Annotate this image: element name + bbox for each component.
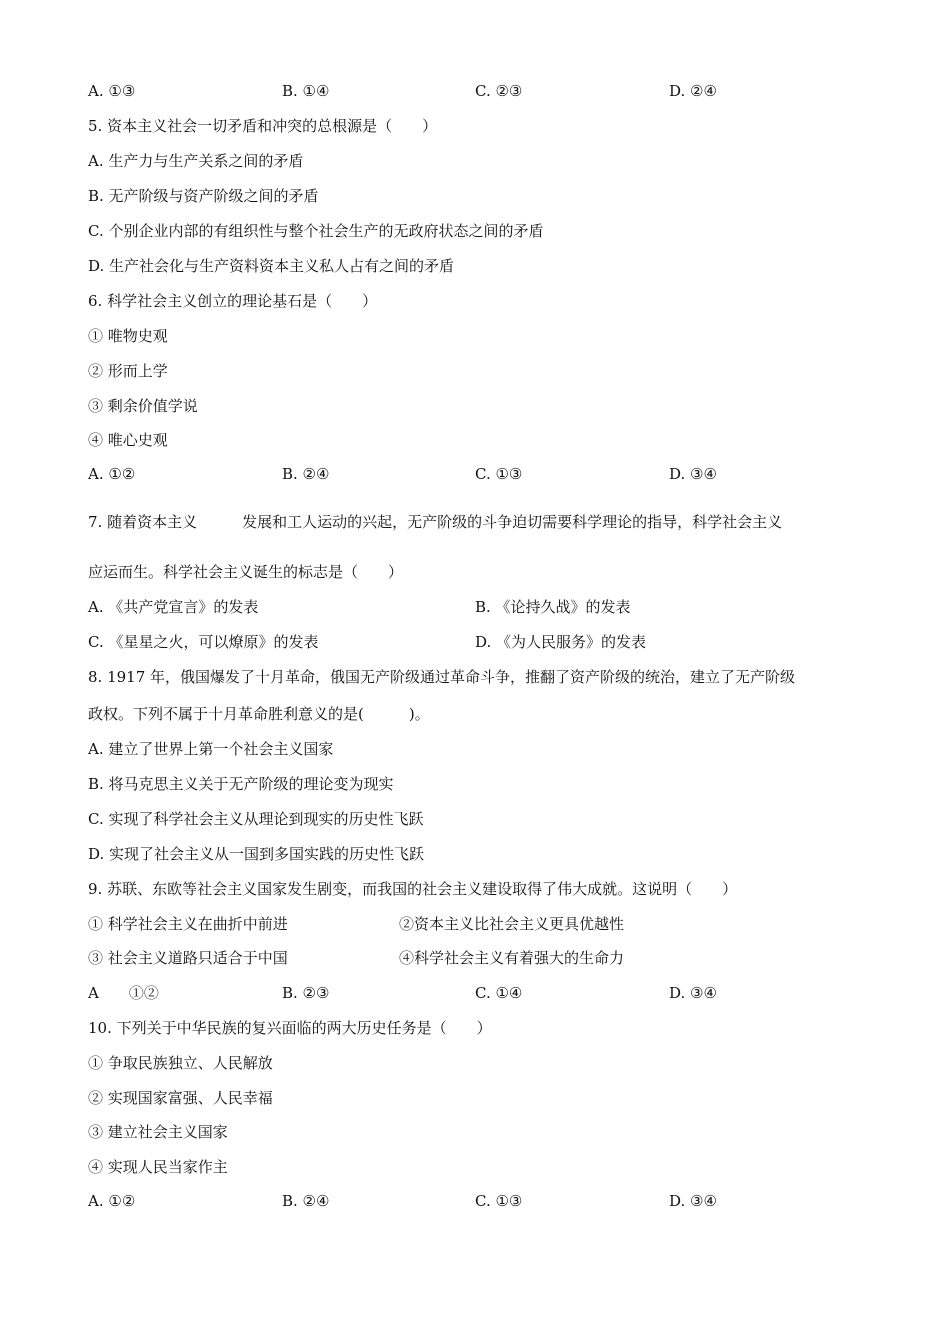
q9-items-row1 <box>88 914 868 934</box>
q10-option-d[interactable]: D. ③④ <box>669 1192 717 1210</box>
q10-stem: 10. 下列关于中华民族的复兴面临的两大历史任务是（ ） <box>88 1019 492 1037</box>
q10-item-2: ② 实现国家富强、人民幸福 <box>88 1089 273 1107</box>
q9-item-3: ③ 社会主义道路只适合于中国 <box>88 949 288 967</box>
q4-option-a[interactable]: A. ①③ <box>88 82 136 100</box>
q10-option-b[interactable]: B. ②④ <box>282 1192 330 1210</box>
q6-item-3: ③ 剩余价值学说 <box>88 397 198 415</box>
q9-item-2: ②资本主义比社会主义更具优越性 <box>399 915 625 933</box>
q10-option-c[interactable]: C. ①③ <box>475 1192 523 1210</box>
q8-option-b[interactable]: B. 将马克思主义关于无产阶级的理论变为现实 <box>88 775 394 793</box>
q4-option-c[interactable]: C. ②③ <box>475 82 523 100</box>
q7-stem-line1: 7. 随着资本主义 发展和工人运动的兴起，无产阶级的斗争迫切需要科学理论的指导，科学社会主义 <box>88 513 783 531</box>
q8-option-a[interactable]: A. 建立了世界上第一个社会主义国家 <box>88 740 334 758</box>
q6-options <box>88 464 868 484</box>
q9-option-b[interactable]: B. ②③ <box>282 984 330 1002</box>
q7-options-row1 <box>88 597 868 617</box>
q7-option-d[interactable]: D. 《为人民服务》的发表 <box>475 633 647 651</box>
q9-option-d[interactable]: D. ③④ <box>669 984 717 1002</box>
q6-stem: 6. 科学社会主义创立的理论基石是（ ） <box>88 292 378 310</box>
q6-item-1: ① 唯物史观 <box>88 327 168 345</box>
q8-stem-line2: 政权。下列不属于十月革命胜利意义的是( )。 <box>88 705 430 723</box>
q5-stem: 5. 资本主义社会一切矛盾和冲突的总根源是（ ） <box>88 117 438 135</box>
q6-option-c[interactable]: C. ①③ <box>475 465 523 483</box>
q10-item-3: ③ 建立社会主义国家 <box>88 1123 228 1141</box>
q9-item-4: ④科学社会主义有着强大的生命力 <box>399 949 625 967</box>
q6-option-a[interactable]: A. ①② <box>88 465 136 483</box>
q9-item-1: ① 科学社会主义在曲折中前进 <box>88 915 288 933</box>
q5-option-d[interactable]: D. 生产社会化与生产资料资本主义私人占有之间的矛盾 <box>88 257 455 275</box>
q10-item-4: ④ 实现人民当家作主 <box>88 1158 228 1176</box>
q6-option-b[interactable]: B. ②④ <box>282 465 330 483</box>
q9-option-c[interactable]: C. ①④ <box>475 984 523 1002</box>
q9-items-row2 <box>88 948 868 968</box>
q5-option-b[interactable]: B. 无产阶级与资产阶级之间的矛盾 <box>88 187 319 205</box>
q7-stem-line2: 应运而生。科学社会主义诞生的标志是（ ） <box>88 563 404 581</box>
q6-item-4: ④ 唯心史观 <box>88 431 168 449</box>
q7-option-c[interactable]: C. 《星星之火，可以燎原》的发表 <box>88 633 319 651</box>
q9-option-a[interactable]: A ①② <box>88 984 159 1002</box>
q10-options <box>88 1191 868 1211</box>
q10-option-a[interactable]: A. ①② <box>88 1192 136 1210</box>
q4-option-d[interactable]: D. ②④ <box>669 82 717 100</box>
q5-option-c[interactable]: C. 个别企业内部的有组织性与整个社会生产的无政府状态之间的矛盾 <box>88 222 544 240</box>
q7-option-a[interactable]: A. 《共产党宣言》的发表 <box>88 598 259 616</box>
q6-item-2: ② 形而上学 <box>88 362 168 380</box>
q8-option-d[interactable]: D. 实现了社会主义从一国到多国实践的历史性飞跃 <box>88 845 425 863</box>
q5-option-a[interactable]: A. 生产力与生产关系之间的矛盾 <box>88 152 304 170</box>
q10-item-1: ① 争取民族独立、人民解放 <box>88 1054 273 1072</box>
q9-stem: 9. 苏联、东欧等社会主义国家发生剧变，而我国的社会主义建设取得了伟大成就。这说明（ ） <box>88 880 738 898</box>
q4-options <box>88 81 868 101</box>
q6-option-d[interactable]: D. ③④ <box>669 465 717 483</box>
q8-option-c[interactable]: C. 实现了科学社会主义从理论到现实的历史性飞跃 <box>88 810 424 828</box>
q9-options <box>88 983 868 1003</box>
q4-option-b[interactable]: B. ①④ <box>282 82 330 100</box>
q7-options-row2 <box>88 632 868 652</box>
q7-option-b[interactable]: B. 《论持久战》的发表 <box>475 598 631 616</box>
q8-stem-line1: 8. 1917 年，俄国爆发了十月革命，俄国无产阶级通过革命斗争，推翻了资产阶级的统治，建立了无产阶级 <box>88 668 796 686</box>
